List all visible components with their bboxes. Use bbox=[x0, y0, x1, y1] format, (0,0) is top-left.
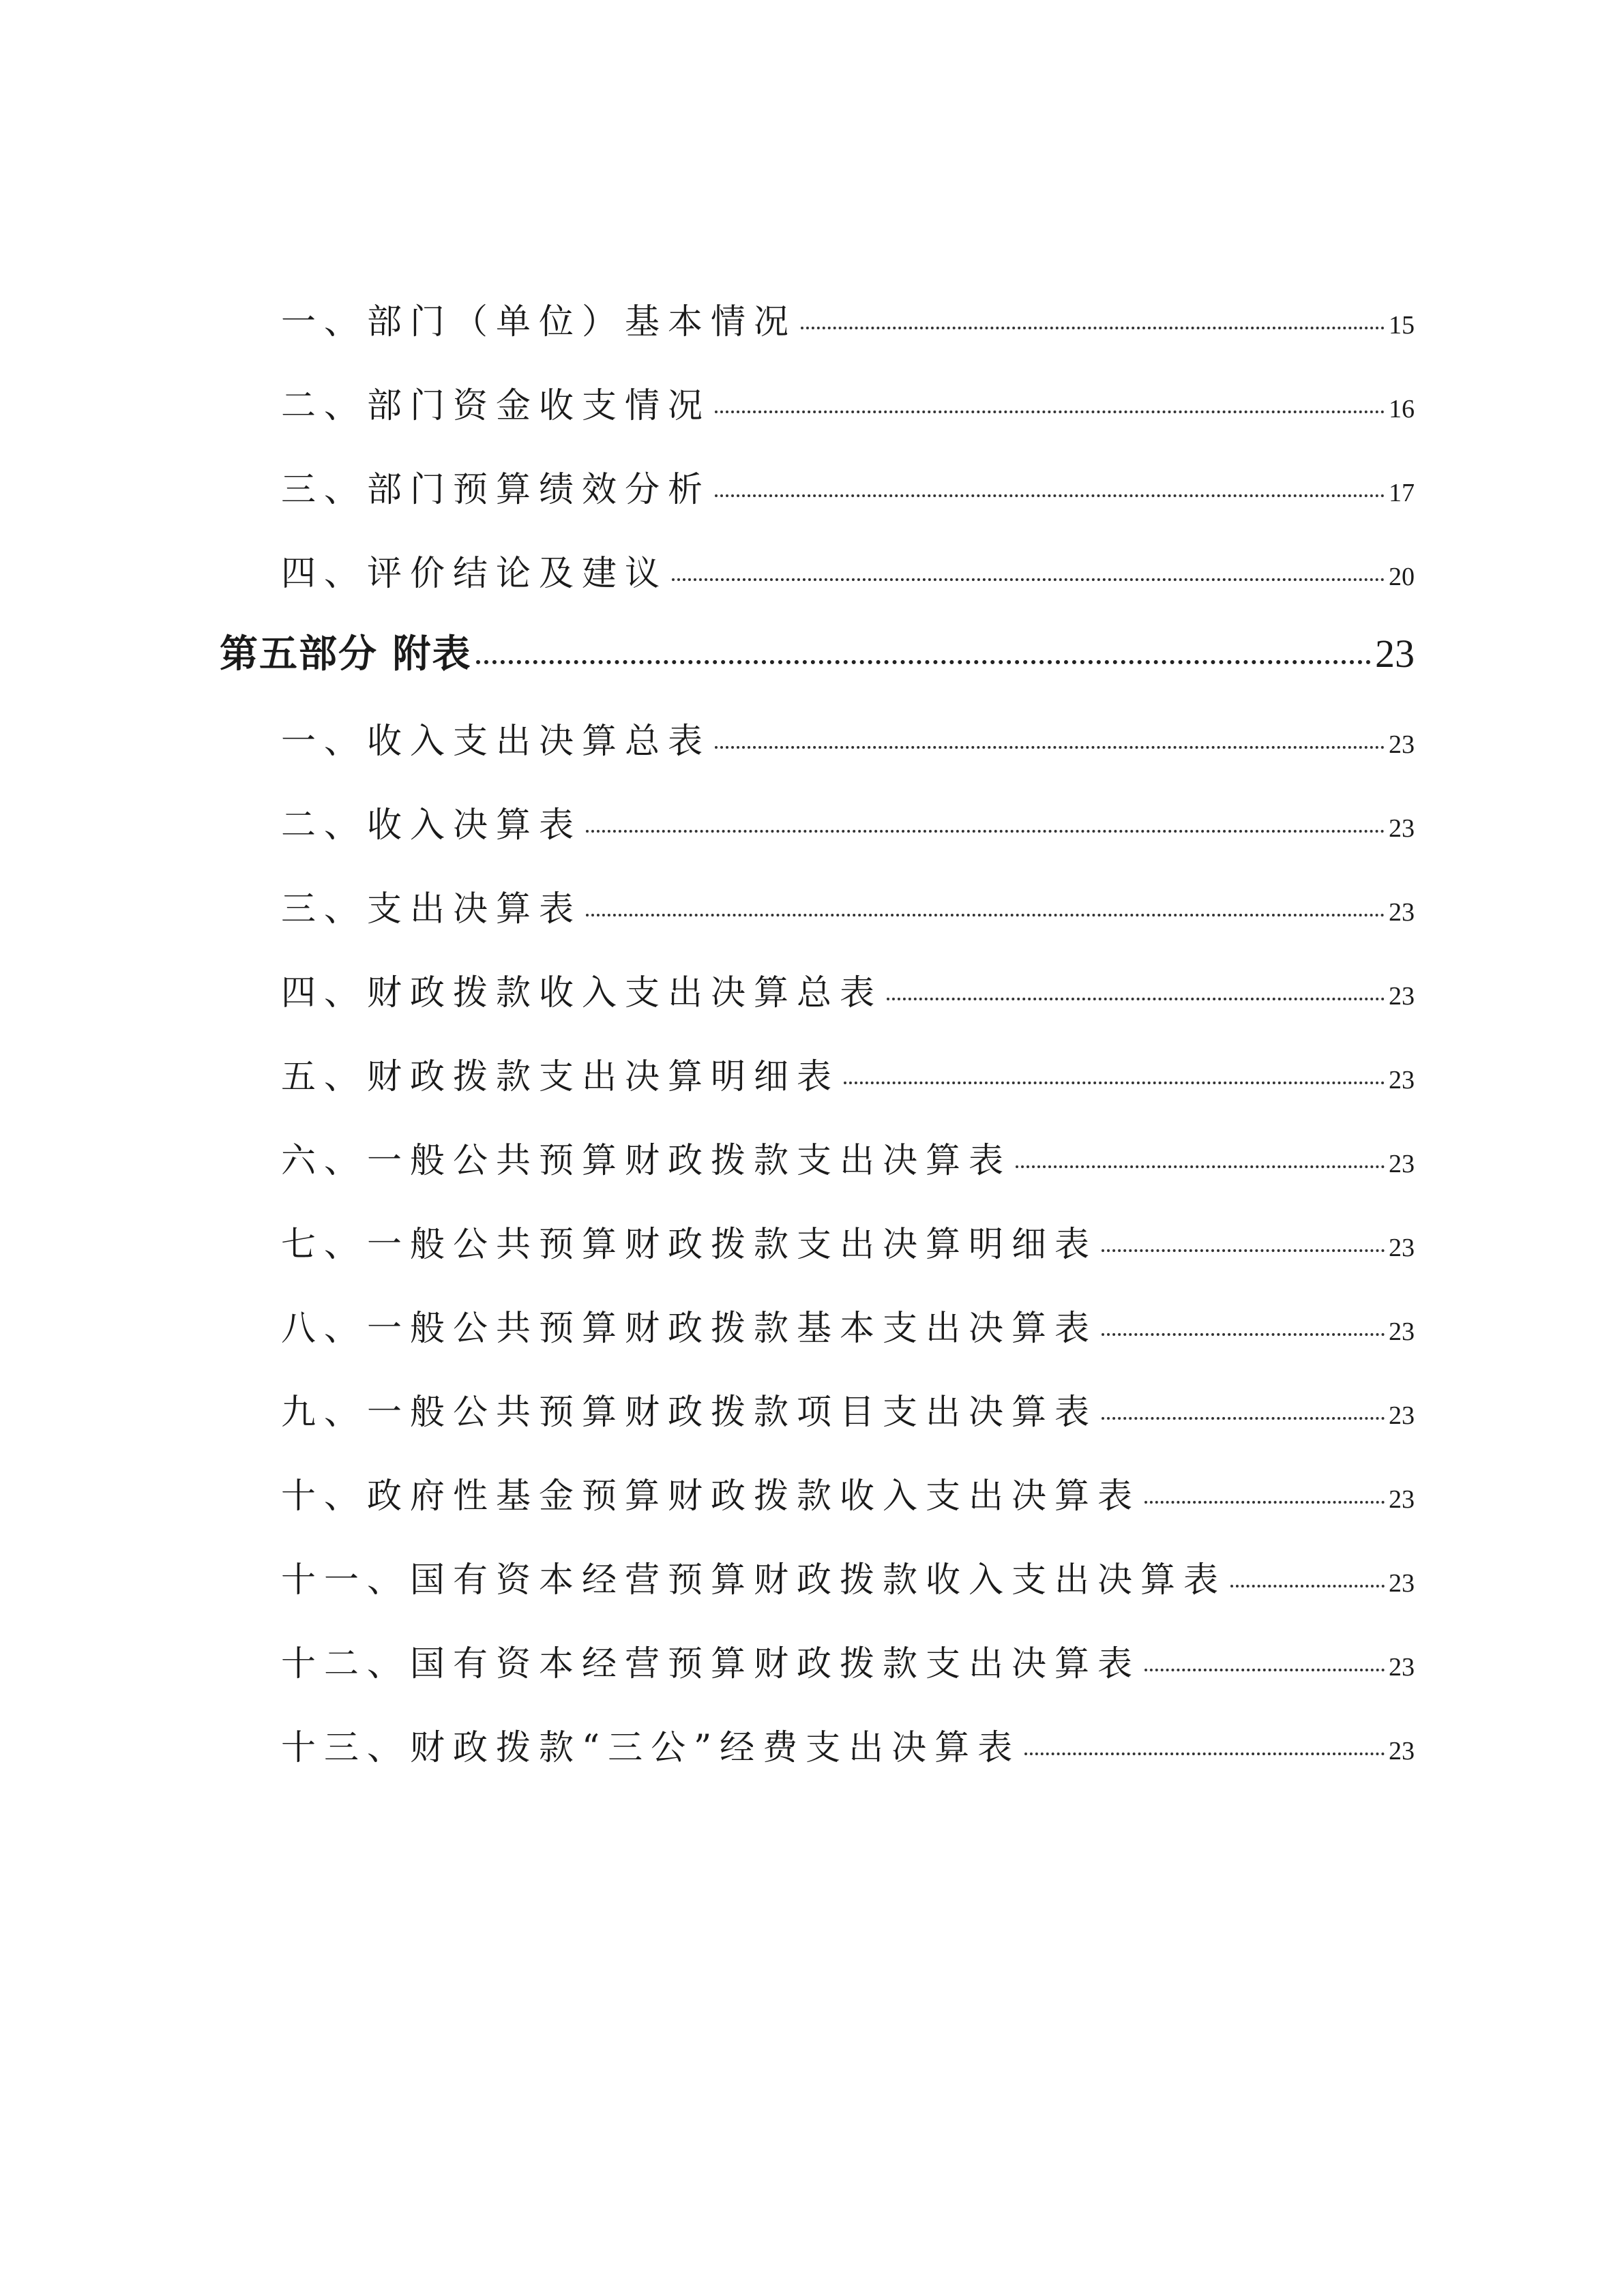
toc-entry-page: 23 bbox=[1389, 1150, 1415, 1178]
toc-entry-page: 23 bbox=[1389, 730, 1415, 759]
dot-leader bbox=[476, 660, 1372, 664]
toc-entry-department-basic-info[interactable] bbox=[281, 293, 1415, 341]
dot-leader bbox=[715, 494, 1385, 497]
toc-entry-page: 20 bbox=[1389, 563, 1415, 591]
dot-leader bbox=[672, 578, 1385, 581]
toc-part-title: 第五部分 附表 bbox=[220, 632, 472, 676]
dot-leader bbox=[1102, 1249, 1385, 1252]
toc-entry-title: 十三、财政拨款“三公”经费支出决算表 bbox=[281, 1728, 1021, 1768]
toc-entry-page: 23 bbox=[1389, 982, 1415, 1011]
toc-entry-title: 六、一般公共预算财政拨款支出决算表 bbox=[281, 1141, 1012, 1181]
toc-entry-page: 23 bbox=[1389, 1569, 1415, 1598]
toc-entry-page: 23 bbox=[1389, 1317, 1415, 1346]
toc-part-five-appendix[interactable] bbox=[220, 624, 1415, 676]
dot-leader bbox=[586, 830, 1385, 833]
toc-entry-title: 五、财政拨款支出决算明细表 bbox=[281, 1057, 840, 1097]
toc-entry-title: 二、收入决算表 bbox=[281, 805, 582, 846]
toc-entry-page: 15 bbox=[1389, 311, 1415, 340]
toc-part-page: 23 bbox=[1375, 631, 1415, 676]
dot-leader bbox=[1024, 1753, 1385, 1755]
toc-entry-title: 七、一般公共预算财政拨款支出决算明细表 bbox=[281, 1225, 1098, 1265]
toc-entry-department-funds[interactable] bbox=[281, 377, 1415, 425]
toc-entry-title: 四、评价结论及建议 bbox=[281, 554, 668, 594]
dot-leader bbox=[1230, 1585, 1385, 1587]
toc-entry-title: 十二、国有资本经营预算财政拨款支出决算表 bbox=[281, 1644, 1141, 1684]
dot-leader bbox=[715, 746, 1385, 749]
dot-leader bbox=[801, 327, 1385, 329]
toc-entry-page: 23 bbox=[1389, 1234, 1415, 1262]
toc-entry-title: 一、收入支出决算总表 bbox=[281, 721, 711, 762]
toc-entry-table-7[interactable] bbox=[281, 1216, 1415, 1264]
toc-entry-title: 十、政府性基金预算财政拨款收入支出决算表 bbox=[281, 1476, 1141, 1517]
toc-entry-table-5[interactable] bbox=[281, 1048, 1415, 1096]
toc-entry-page: 23 bbox=[1389, 1485, 1415, 1514]
toc-entry-table-12[interactable] bbox=[281, 1635, 1415, 1683]
toc-entry-table-1[interactable] bbox=[281, 713, 1415, 760]
toc-entry-page: 23 bbox=[1389, 1737, 1415, 1765]
toc-entry-table-6[interactable] bbox=[281, 1132, 1415, 1180]
toc-entry-title: 一、部门（单位）基本情况 bbox=[281, 302, 797, 342]
toc-entry-page: 23 bbox=[1389, 814, 1415, 843]
toc-entry-title: 十一、国有资本经营预算财政拨款收入支出决算表 bbox=[281, 1560, 1227, 1600]
toc-entry-table-10[interactable] bbox=[281, 1467, 1415, 1515]
toc-entry-page: 23 bbox=[1389, 1653, 1415, 1682]
dot-leader bbox=[1102, 1417, 1385, 1420]
dot-leader bbox=[1016, 1165, 1385, 1168]
toc-entry-table-3[interactable] bbox=[281, 880, 1415, 928]
dot-leader bbox=[844, 1082, 1385, 1084]
dot-leader bbox=[887, 998, 1385, 1000]
toc-entry-conclusions[interactable] bbox=[281, 545, 1415, 593]
toc-entry-title: 四、财政拨款收入支出决算总表 bbox=[281, 973, 883, 1013]
toc-entry-table-11[interactable] bbox=[281, 1551, 1415, 1599]
toc-entry-page: 16 bbox=[1389, 395, 1415, 423]
dot-leader bbox=[586, 914, 1385, 916]
dot-leader bbox=[715, 411, 1385, 413]
toc-entry-title: 二、部门资金收支情况 bbox=[281, 386, 711, 426]
dot-leader bbox=[1102, 1333, 1385, 1336]
dot-leader bbox=[1145, 1669, 1385, 1671]
toc-entry-title: 九、一般公共预算财政拨款项目支出决算表 bbox=[281, 1392, 1098, 1433]
toc-entry-title: 三、部门预算绩效分析 bbox=[281, 470, 711, 510]
toc-entry-table-4[interactable] bbox=[281, 964, 1415, 1012]
toc-entry-page: 23 bbox=[1389, 1066, 1415, 1094]
toc-entry-table-13[interactable] bbox=[281, 1719, 1415, 1767]
toc-entry-title: 八、一般公共预算财政拨款基本支出决算表 bbox=[281, 1309, 1098, 1349]
toc-entry-budget-performance[interactable] bbox=[281, 461, 1415, 509]
toc-entry-title: 三、支出决算表 bbox=[281, 889, 582, 929]
toc-entry-table-8[interactable] bbox=[281, 1300, 1415, 1347]
toc-entry-table-9[interactable] bbox=[281, 1384, 1415, 1431]
toc-entry-page: 17 bbox=[1389, 479, 1415, 507]
toc-entry-table-2[interactable] bbox=[281, 796, 1415, 844]
toc-entry-page: 23 bbox=[1389, 1401, 1415, 1430]
toc-entry-page: 23 bbox=[1389, 898, 1415, 927]
dot-leader bbox=[1145, 1501, 1385, 1504]
